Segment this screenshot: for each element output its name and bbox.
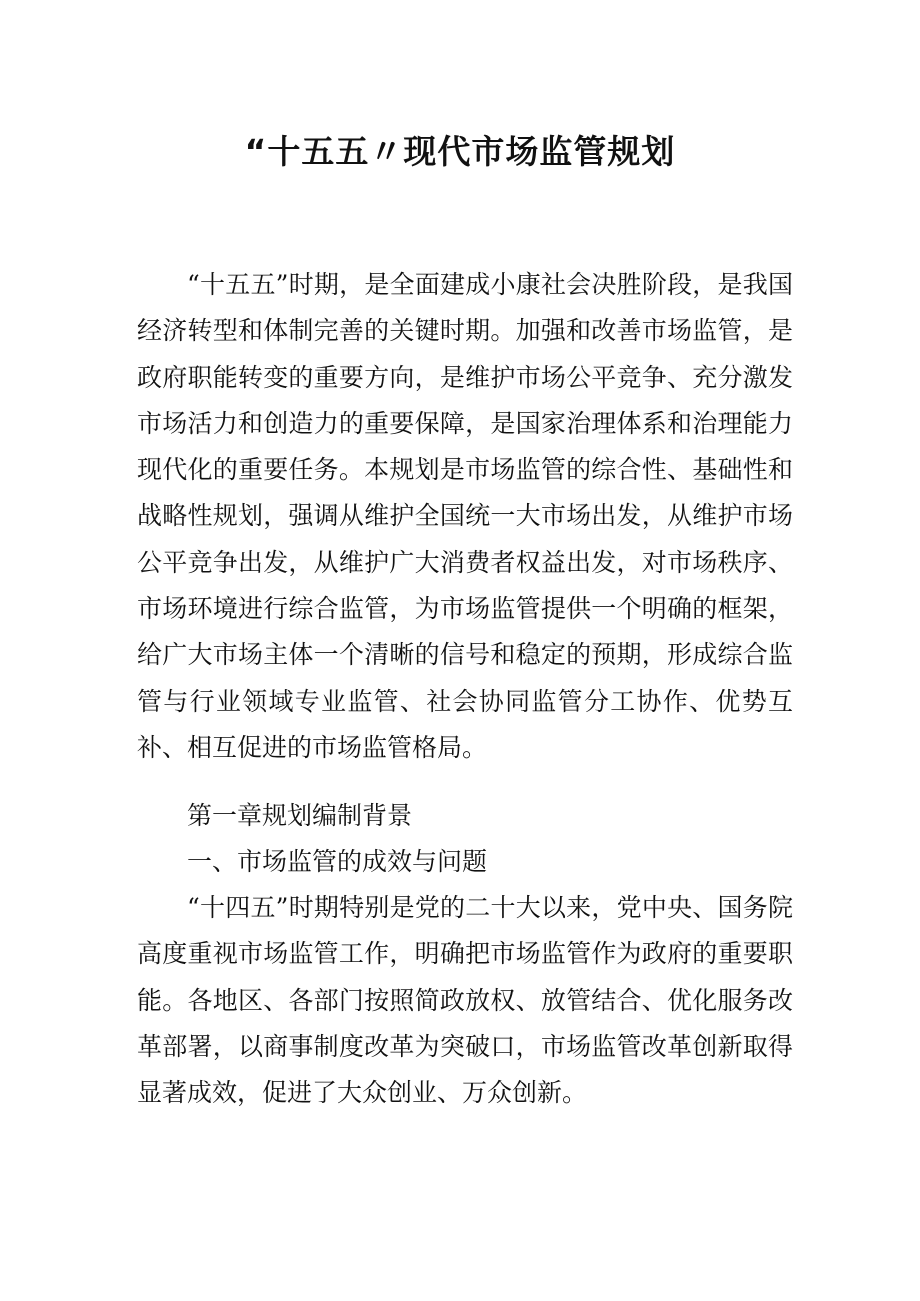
section-heading: 一、市场监管的成效与问题 xyxy=(187,847,488,876)
intro-paragraph: “十五五”时期，是全面建成小康社会决胜阶段，是我国经济转型和体制完善的关键时期。加强和改善市场监管，是政府职能转变的重要方向，是维护市场公平竞争、充分激发市场活力和创造力的重要保障，是国家治理体系和治理能力现代化的重要任务。本规划是市场监管的综合性、基础性和战略性规划，强调从维护全国统一大市场出发，从维护市场公平竞争出发，从维护广大消费者权益出发，对市场秩序、市场环境进行综合监管，为市场监管提供一个明确的框架，给广大市场主体一个清晰的信号和稳定的预期，形成综合监管与行业领域专业监管、社会协同监管分工协作、优势互补、相互促进的市场监管格局。 xyxy=(137,270,793,762)
chapter-heading: 第一章规划编制背景 xyxy=(187,801,413,830)
document-title: “十五五〃现代市场监管规划 xyxy=(244,132,676,171)
section-paragraph: “十四五”时期特别是党的二十大以来，党中央、国务院高度重视市场监管工作，明确把市场监管作为政府的重要职能。各地区、各部门按照简政放权、放管结合、优化服务改革部署，以商事制度改革为突破口，市场监管改革创新取得显著成效，促进了大众创业、万众创新。 xyxy=(137,893,793,1108)
